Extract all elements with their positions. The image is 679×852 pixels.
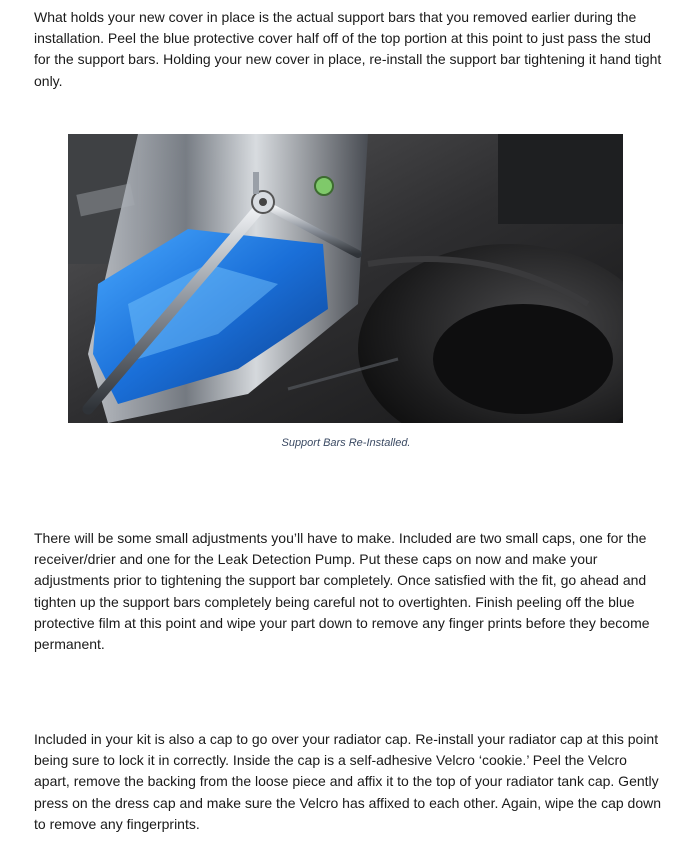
engine-bay-illustration xyxy=(68,134,623,423)
figure-caption: Support Bars Re-Installed. xyxy=(281,437,411,449)
paragraph-radiator-cap: Included in your kit is also a cap to go over your radiator cap. Re-install your radiator cap at this point being sure to lock it in correctly. Inside the cap is a self-adhesive Velcro ‘cookie.’ Peel the Velcro apart, remove the backing from the loose piece and affix it to the top of your radiator tank cap. Gently press on the dress cap and make sure the Velcro has affixed to each other. Again, wipe the cap down to remove any fingerprints. xyxy=(34,731,662,832)
photo-support-bars-installed xyxy=(68,134,623,423)
paragraph-adjustments: There will be some small adjustments you’ll have to make. Included are two small caps, one for the receiver/drier and one for the Leak Detection Pump. Put these caps on now and make your adjustments prior to tightening the support bar completely. Once satisfied with the fit, go ahead and tighten up the support bars completely being careful not to overtighten. Finish peeling off the blue protective film at this point and wipe your part down to remove any finger prints before they become permanent. xyxy=(34,530,650,653)
paragraph-support-bars: What holds your new cover in place is the actual support bars that you removed earlier during the installation. Peel the blue protective cover half off of the top portion at this point to just pass the stud for the support bars. Holding your new cover in place, re-install the support bar tightening it hand tight only. xyxy=(34,9,662,89)
